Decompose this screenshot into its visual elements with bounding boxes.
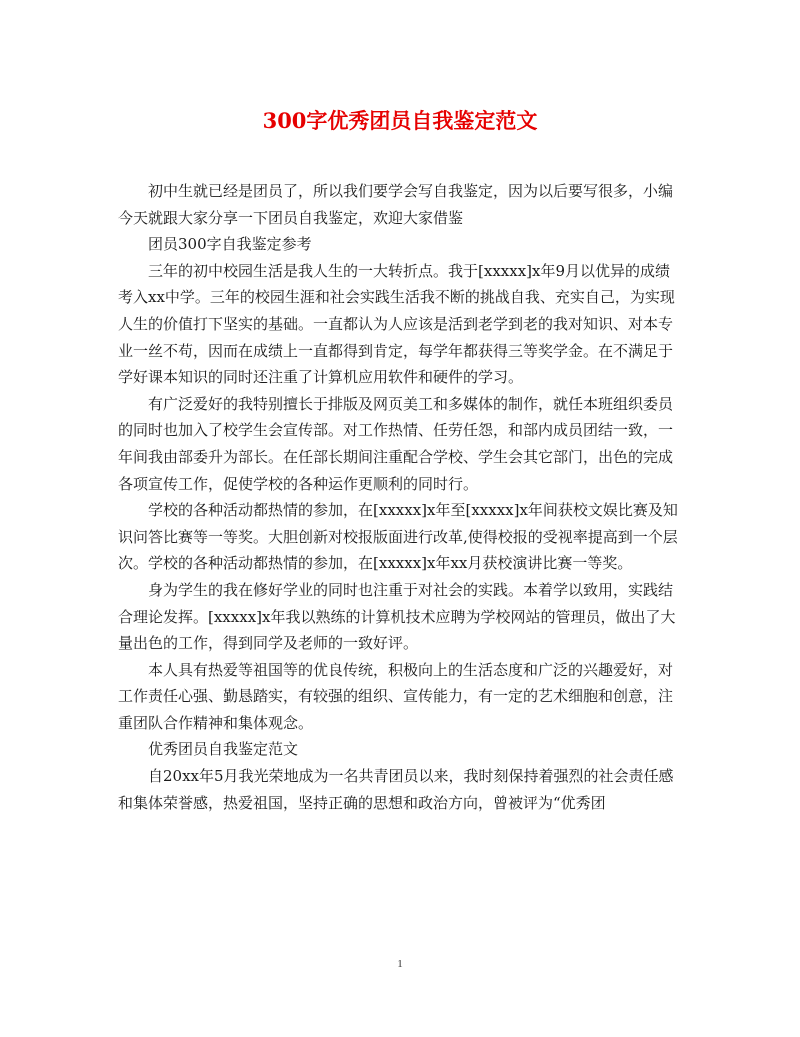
- paragraph-school-life: 三年的初中校园生活是我人生的一大转折点。我于[xxxxx]x年9月以优异的成绩考入xx中学。三年的校园生涯和社会实践生活我不断的挑战自我、充实自己，为实现人生的价值打下坚实的基础。一直都认为人应该是活到老学到老的我对知识、对本专业一丝不苟，因而在成绩上一直都得到肯定，每学年都获得三等奖学金。在不满足于学好课本知识的同时还注重了计算机应用软件和硬件的学习。: [118, 261, 675, 387]
- paragraph-character: 本人具有热爱等祖国等的优良传统，积极向上的生活态度和广泛的兴趣爱好，对工作责任心强、勤恳踏实，有较强的组织、宣传能力，有一定的艺术细胞和创意，注重团队合作精神和集体观念。: [118, 660, 674, 732]
- document-body: [118, 178, 684, 816]
- paragraph-hobbies: 有广泛爱好的我特别擅长于排版及网页美工和多媒体的制作，就任本班组织委员的同时也加入了校学生会宣传部。对工作热情、任劳任怨，和部内成员团结一致，一年间我由部委升为部长。在任部长期间注重配合学校、学生会其它部门，出色的完成各项宣传工作，促使学校的各种运作更顺利的同时行。: [118, 394, 674, 493]
- document-title: 300字优秀团员自我鉴定范文: [262, 108, 538, 133]
- paragraph-activities: 学校的各种活动都热情的参加，在[xxxxx]x年至[xxxxx]x年间获校文娱比赛及知识问答比赛等一等奖。大胆创新对校报版面进行改革,使得校报的受视率提高到一个层次。学校的各种活动都热情的参加，在[xxxxx]x年xx月获校演讲比赛一等奖。: [118, 501, 678, 573]
- page-number: 1: [397, 958, 403, 970]
- paragraph-sample-start: 自20xx年5月我光荣地成为一名共青团员以来，我时刻保持着强烈的社会责任感和集体荣誉感，热爱祖国，坚持正确的思想和政治方向，曾被评为“优秀团: [118, 767, 674, 812]
- paragraph-intro: 初中生就已经是团员了，所以我们要学会写自我鉴定，因为以后要写很多，小编今天就跟大家分享一下团员自我鉴定，欢迎大家借鉴: [118, 182, 674, 227]
- paragraph-practice: 身为学生的我在修好学业的同时也注重于对社会的实践。本着学以致用，实践结合理论发挥。[xxxxx]x年我以熟练的计算机技术应聘为学校网站的管理员，做出了大量出色的工作，得到同学及老师的一致好评。: [118, 580, 676, 653]
- section-heading-sample: 优秀团员自我鉴定范文: [148, 740, 299, 759]
- section-heading-reference: 团员300字自我鉴定参考: [148, 235, 312, 254]
